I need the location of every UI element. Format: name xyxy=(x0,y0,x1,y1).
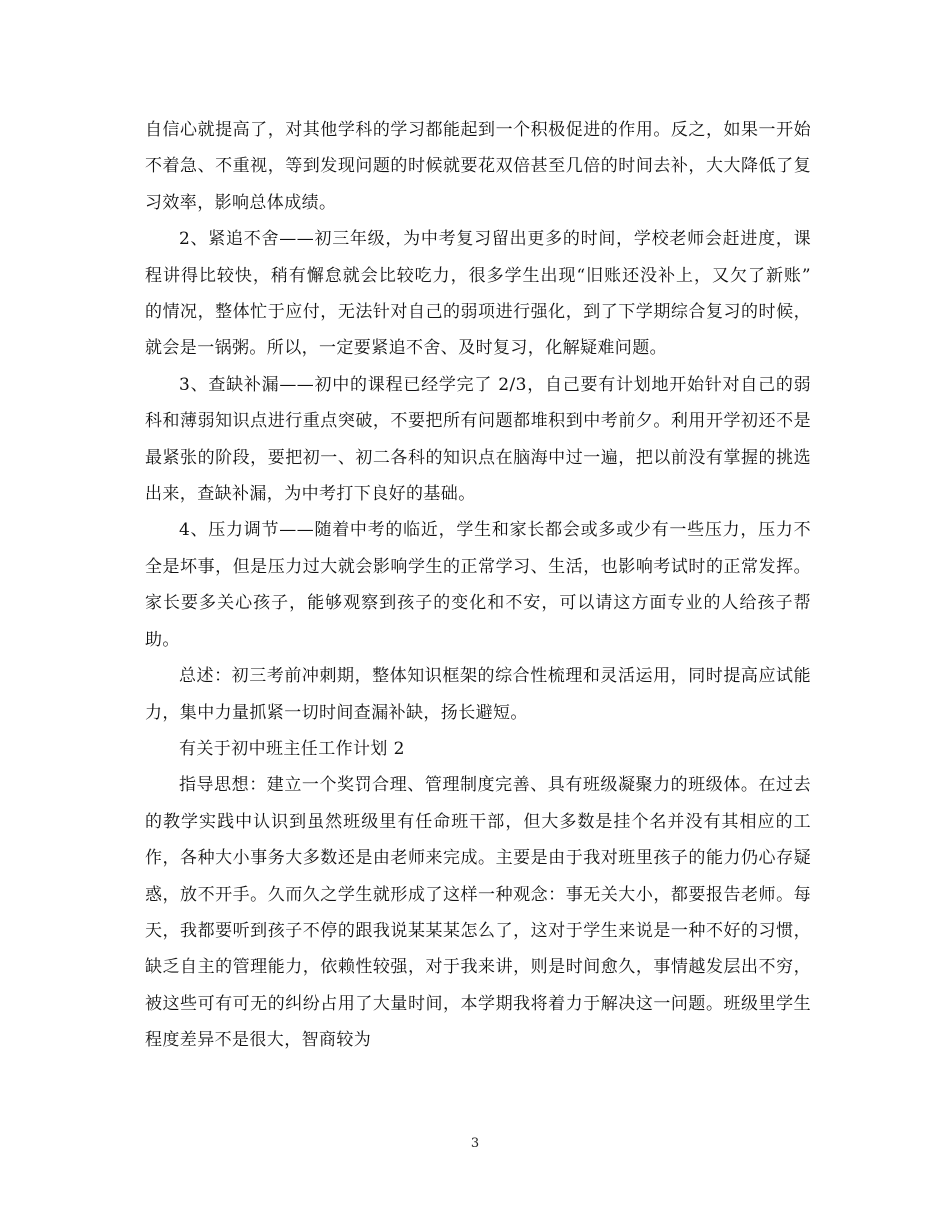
section-heading: 有关于初中班主任工作计划 2 xyxy=(179,738,405,759)
paragraph-summary: 总述：初三考前冲刺期，整体知识框架的综合性梳理和灵活运用，同时提高应试能力，集中力量抓紧一切时间查漏补缺，扬长避短。 xyxy=(145,666,811,723)
paragraph-pressure: 4、压力调节——随着中考的临近，学生和家长都会或多或少有一些压力，压力不全是坏事，但是压力过大就会影响学生的正常学习、生活，也影响考试时的正常发挥。家长要多关心孩子，能够观察到孩子的变化和不安，可以请这方面专业的人给孩子帮助。 xyxy=(145,520,811,650)
page-number: 3 xyxy=(470,1136,480,1151)
page-content xyxy=(145,112,811,1059)
paragraph-keep-up: 2、紧追不舍——初三年级，为中考复习留出更多的时间，学校老师会赶进度，课程讲得比较快，稍有懈怠就会比较吃力，很多学生出现“旧账还没补上，又欠了新账” 的情况，整体忙于应付，无法针对自己的弱项进行强化，到了下学期综合复习的时候，就会是一锅粥。所以，一定要紧追不舍、及时复习，化解疑难问题。 xyxy=(145,229,811,359)
paragraph-guiding-idea: 指导思想：建立一个奖罚合理、管理制度完善、具有班级凝聚力的班级体。在过去的教学实践中认识到虽然班级里有任命班干部，但大多数是挂个名并没有其相应的工作，各种大小事务大多数还是由老师来完成。主要是由于我对班里孩子的能力仍心存疑惑，放不开手。久而久之学生就形成了这样一种观念：事无关大小，都要报告老师。每天，我都要听到孩子不停的跟我说某某某怎么了，这对于学生来说是一种不好的习惯，缺乏自主的管理能力，依赖性较强，对于我来讲，则是时间愈久，事情越发层出不穷，被这些可有可无的纠纷占用了大量时间，本学期我将着力于解决这一问题。班级里学生程度差异不是很大，智商较为 xyxy=(145,775,811,1051)
paragraph-continuation: 自信心就提高了，对其他学科的学习都能起到一个积极促进的作用。反之，如果一开始不着急、不重视，等到发现问题的时候就要花双倍甚至几倍的时间去补，大大降低了复习效率，影响总体成绩。 xyxy=(145,120,811,213)
paragraph-fill-gaps: 3、查缺补漏——初中的课程已经学完了 2/3，自己要有计划地开始针对自己的弱科和薄弱知识点进行重点突破，不要把所有问题都堆积到中考前夕。利用开学初还不是最紧张的阶段，要把初一、初二各科的知识点在脑海中过一遍，把以前没有掌握的挑选出来，查缺补漏，为中考打下良好的基础。 xyxy=(145,374,811,505)
